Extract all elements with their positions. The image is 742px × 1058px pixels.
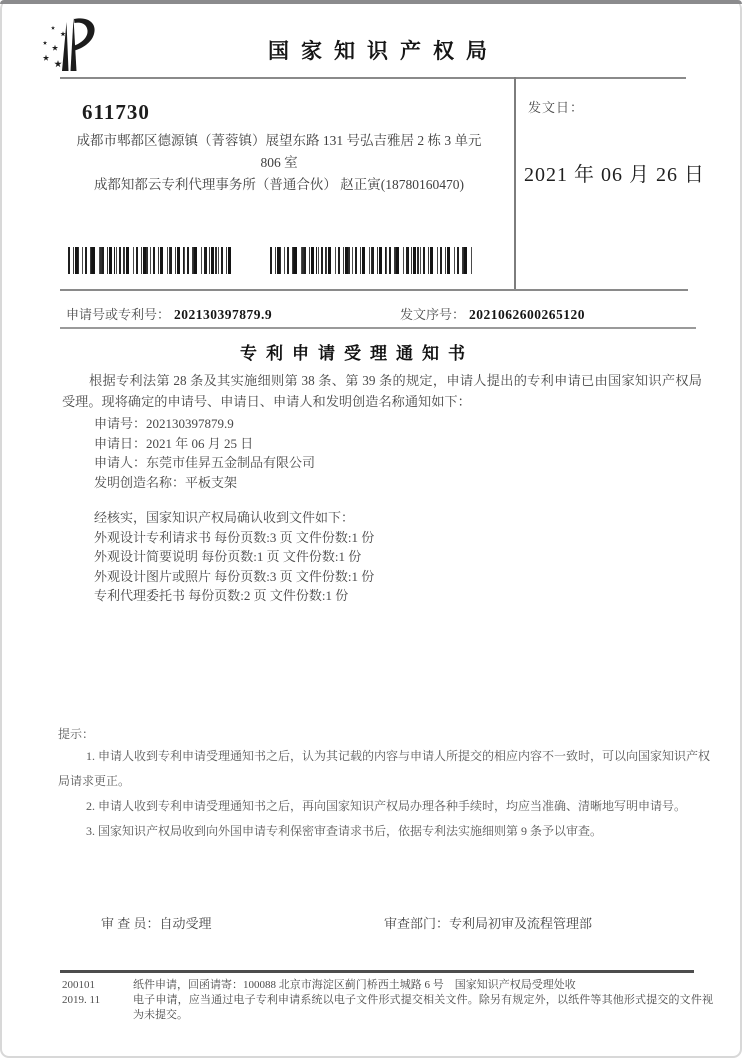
field-label: 申请日： (94, 435, 147, 451)
received-item: 外观设计简要说明 每份页数:1 页 文件份数:1 份 (94, 549, 362, 564)
department-row (384, 913, 592, 932)
received-documents (94, 508, 374, 606)
field-label: 发明创造名称： (94, 474, 186, 490)
department-label: 审查部门： (384, 916, 450, 931)
field-applicant (94, 453, 315, 473)
scan-top-edge (0, 0, 742, 4)
hints-title: 提示： (58, 727, 95, 741)
examiner-value: 自动受理 (159, 916, 212, 931)
examiner-row (101, 913, 212, 932)
notice-intro-paragraph: 根据专利法第 28 条及其实施细则第 38 条、第 39 条的规定，申请人提出的专利申请已由国家知识产权局受理。现将确定的申请号、申请日、申请人和发明创造名称通知如下： (62, 373, 702, 409)
department-value: 专利局初审及流程管理部 (449, 916, 593, 931)
footer-code-2: 2019. 11 (62, 994, 101, 1006)
serial-number-label: 发文序号： (400, 307, 466, 322)
serial-number-value: 2021062600265120 (469, 307, 586, 322)
field-invention-title (94, 473, 315, 493)
rule-header (60, 77, 686, 79)
field-value: 平板支架 (185, 474, 238, 490)
received-item: 外观设计图片或照片 每份页数:3 页 文件份数:1 份 (94, 568, 375, 584)
postal-code: 611730 (82, 100, 150, 124)
dispatch-date-value: 2021 年 06 月 26 日 (524, 164, 705, 186)
rule-under-barcodes (60, 289, 688, 291)
barcode-left-icon (68, 247, 235, 274)
received-item: 专利代理委托书 每份页数:2 页 文件份数:1 份 (94, 588, 349, 603)
hint-item-3: 3. 国家知识产权局收到向外国申请专利保密审查请求书后，依据专利法实施细则第 9 条予以审查。 (86, 824, 603, 838)
cnipa-logo-icon (37, 15, 105, 79)
hints-section (58, 724, 710, 844)
examiner-label: 审 查 员： (101, 916, 160, 931)
rule-footer-thick (60, 970, 694, 973)
received-intro: 经核实，国家知识产权局确认收到文件如下： (94, 510, 355, 525)
dispatch-date-label: 发文日： (528, 100, 585, 115)
field-label: 申请号： (94, 416, 147, 431)
field-label: 申请人： (94, 455, 147, 470)
serial-number-row (400, 304, 585, 324)
recipient-address-line2: 806 室 (260, 155, 298, 170)
recipient-agent-line: 成都知都云专利代理事务所（普通合伙） 赵正寅(18780160470) (93, 177, 465, 192)
footer-code-1: 200101 (62, 979, 95, 991)
field-value: 202130397879.9 (146, 416, 234, 431)
agency-title: 国家知识产权局 (268, 39, 499, 63)
rule-under-meta (60, 327, 696, 329)
footer-paper-line: 纸件申请，回函请寄：100088 北京市海淀区蓟门桥西土城路 6 号 国家知识产权局受理处收 (133, 979, 576, 991)
application-number-row (66, 304, 272, 324)
field-value: 东莞市佳昇五金制品有限公司 (146, 455, 316, 470)
field-application-date (94, 434, 315, 454)
field-application-number (94, 414, 315, 434)
hint-item-1: 1. 申请人收到专利申请受理通知书之后，认为其记载的内容与申请人所提交的相应内容不一致时，可以向国家知识产权局请求更正。 (58, 749, 711, 788)
field-value: 2021 年 06 月 25 日 (146, 435, 254, 451)
application-number-label: 申请号或专利号： (66, 307, 171, 322)
barcode-right-icon (270, 247, 473, 274)
received-item: 外观设计专利请求书 每份页数:3 页 文件份数:1 份 (94, 529, 375, 545)
footer-efiling-line: 电子申请，应当通过电子专利申请系统以电子文件形式提交相关文件。除另有规定外，以纸件等其他形式提交的文件视为未提交。 (133, 994, 713, 1021)
rule-vertical-divider (514, 77, 516, 290)
hint-item-2: 2. 申请人收到专利申请受理通知书之后，再向国家知识产权局办理各种手续时，均应当准确、清晰地写明申请号。 (86, 799, 687, 813)
notice-fields (94, 414, 315, 492)
notice-title: 专利申请受理通知书 (240, 344, 474, 363)
application-number-value: 202130397879.9 (174, 307, 273, 322)
recipient-address-line1: 成都市郫都区德源镇（菁蓉镇）展望东路 131 号弘吉雅居 2 栋 3 单元 (76, 133, 482, 148)
